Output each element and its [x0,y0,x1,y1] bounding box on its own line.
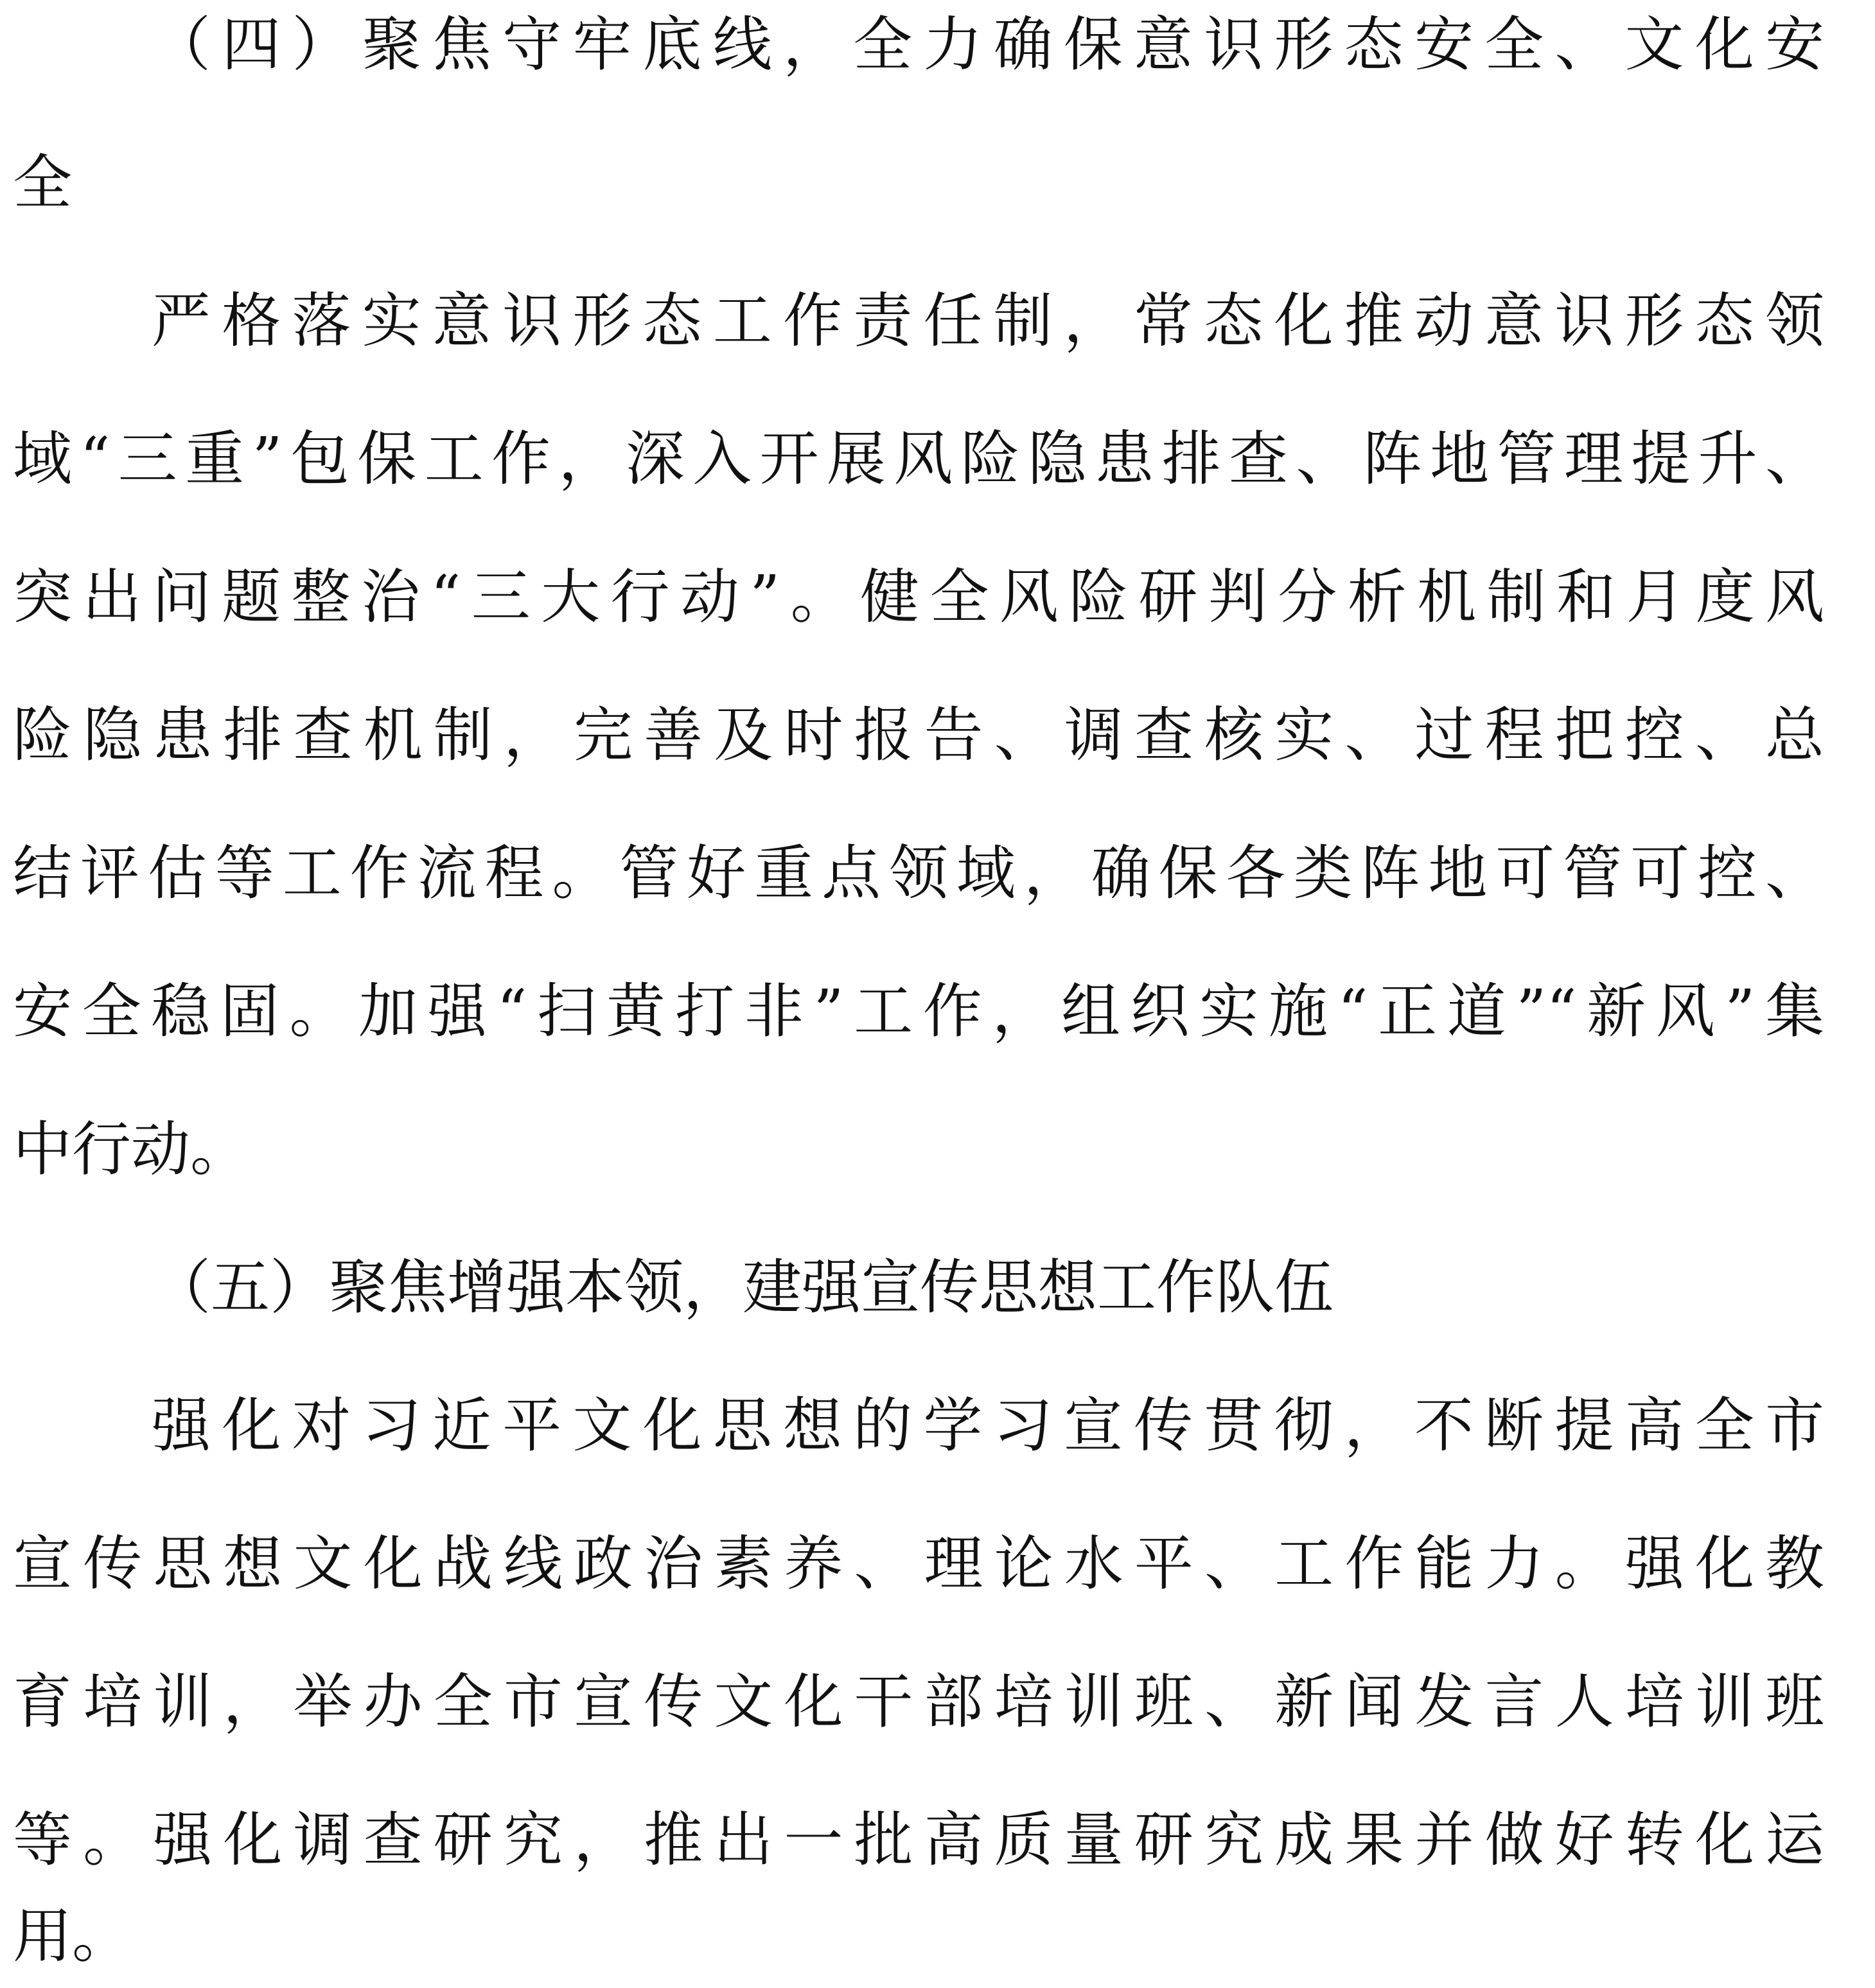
section-5-paragraph-line-2: 宣传思想文化战线政治素养、理论水平、工作能力。强化教 [13,1529,1824,1598]
section-4-paragraph-line-6: 安全稳固。加强“扫黄打非”工作，组织实施“正道”“新风”集 [13,977,1824,1046]
section-5-paragraph-line-5: 用。 [13,1902,132,1971]
section-5-heading: （五）聚焦增强本领，建强宣传思想工作队伍 [152,1253,1334,1322]
section-4-paragraph-line-2: 域“三重”包保工作，深入开展风险隐患排查、阵地管理提升、 [13,425,1824,493]
section-5-paragraph-line-1: 强化对习近平文化思想的学习宣传贯彻，不断提高全市 [152,1391,1824,1460]
section-4-heading-line-1: （四）聚焦守牢底线，全力确保意识形态安全、文化安 [152,10,1824,79]
section-4-paragraph-line-5: 结评估等工作流程。管好重点领域，确保各类阵地可管可控、 [13,839,1824,908]
section-4-paragraph-line-7: 中行动。 [13,1115,250,1184]
section-4-paragraph-line-1: 严格落实意识形态工作责任制，常态化推动意识形态领 [152,286,1824,355]
section-4-paragraph-line-4: 险隐患排查机制，完善及时报告、调查核实、过程把控、总 [13,701,1824,770]
section-5-paragraph-line-4: 等。强化调查研究，推出一批高质量研究成果并做好转化运 [13,1806,1824,1874]
section-4-heading-line-2: 全 [13,148,73,217]
section-4-paragraph-line-3: 突出问题整治“三大行动”。健全风险研判分析机制和月度风 [13,563,1824,631]
section-5-paragraph-line-3: 育培训，举办全市宣传文化干部培训班、新闻发言人培训班 [13,1667,1824,1736]
